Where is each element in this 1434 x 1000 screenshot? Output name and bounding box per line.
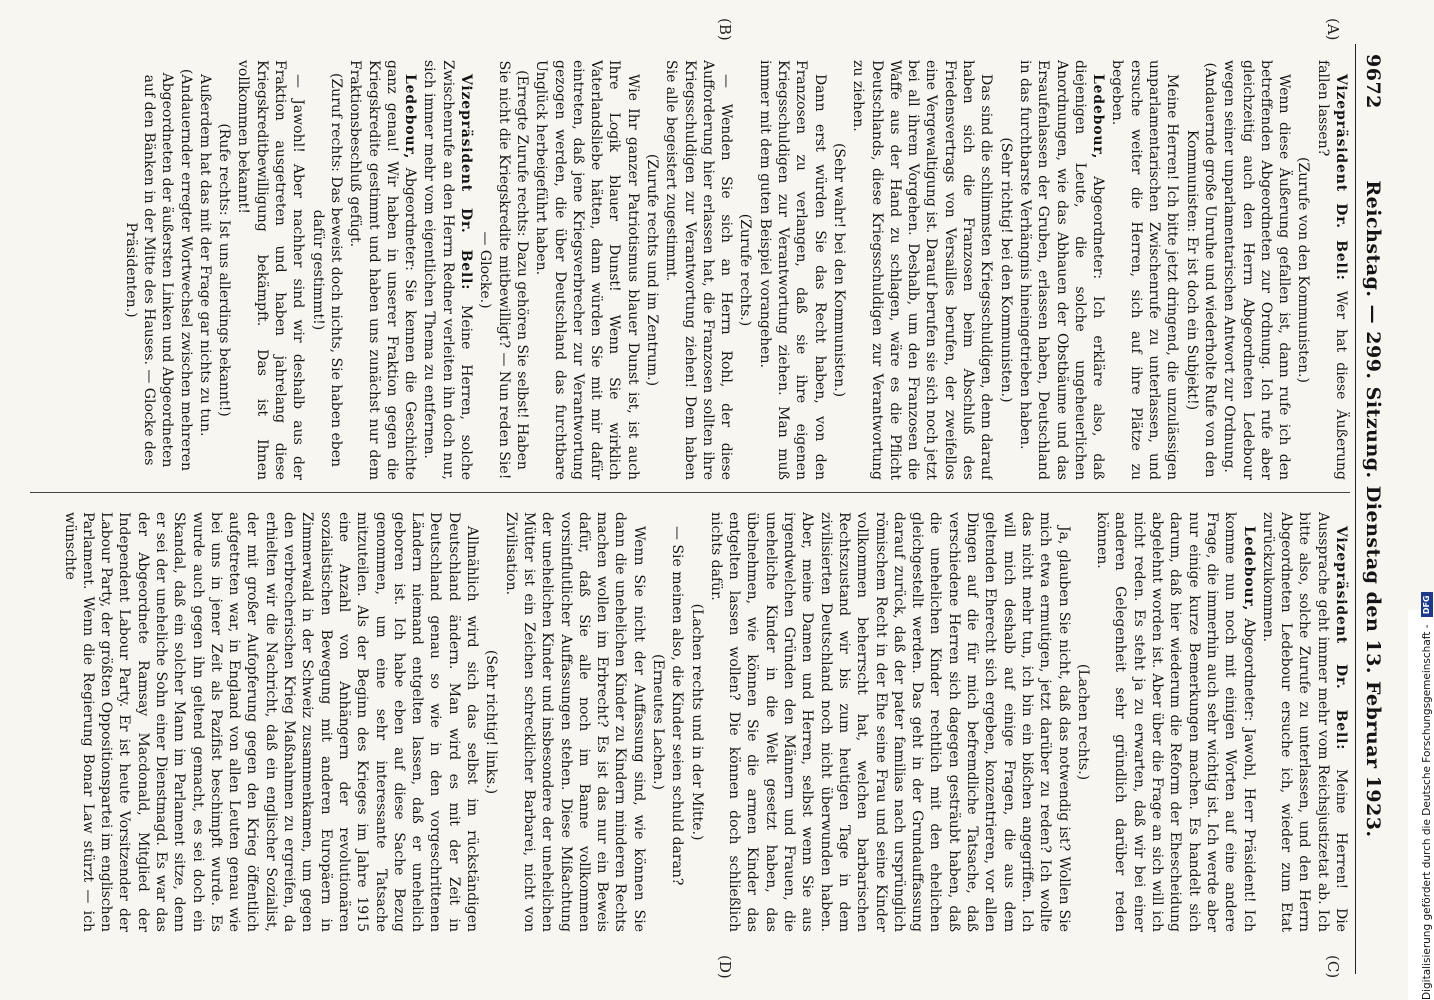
paragraph <box>234 60 307 480</box>
paragraph-text: Dann erst würden Sie das Recht haben, von den Franzosen zu verlangen, daß sie ihre eigenen Kriegsschuldigen zur Verantwortung ziehen. Man muß immer mit dem guten Beispiel vorangehen. <box>756 60 828 480</box>
speaker-name: Ledebour, <box>402 74 419 160</box>
paragraph: (Zuruf rechts: Das beweist doch nichts, Sie haben eben dafür gestimmt!) <box>309 72 344 467</box>
column-divider <box>30 492 1350 493</box>
page-number: 9672 <box>1362 54 1384 109</box>
paragraph <box>196 60 214 480</box>
paragraph-text: Das sind die schlimmsten Kriegsschuldigen, denn darauf haben sich die Franzosen beim Abschluß des Friedensvertrags von Versailles berufen, der zweifellos eine Vergewaltigung ist. Darauf berufen sie sich noch jetzt bei all ihrem Vorgehen. Deshalb, um den Franzosen die Waffe aus der Hand zu schlagen, wäre es die Pflicht Deutschlands, diese Kriegsschuldigen zur Verantwortung zu ziehen. <box>850 60 995 480</box>
paragraph: (Zurufe rechts.) <box>737 213 754 327</box>
paragraph <box>532 60 642 480</box>
paragraph-text: Meine Herren! Ich bitte jetzt dringend, die unzulässigen unparlamentarischen Zwischenrufe zu unterlassen, und ersuche weiter die Herren, sich auf ihre Plätze zu begeben. <box>1109 60 1181 480</box>
paragraph <box>1220 60 1293 480</box>
paragraph <box>668 512 686 932</box>
paragraph-text: Wenn Sie nicht der Auffassung sind, wie können Sie dann die unehelichen Kinder zu Kindern minderen Rechts machen wollen im Erbrecht? Es ist das nur ein Beweis dafür, daß Sie alle noch im Banne vollkommen vorsintflutlicher Auffassungen stehen. Diese Mißachtung der unehelichen Kinder und insbesondere der unehelichen Mütter ist ein Zeichen schrecklicher Barbarei, nicht von Zivilisation. <box>502 512 647 932</box>
paragraph: (Rufe rechts: Ist uns allerdings bekannt!) <box>216 123 233 417</box>
paragraph <box>1093 512 1258 932</box>
paragraph-text: — Jawohl! Aber nachher sind wir deshalb aus der Fraktion ausgetreten und haben jahrelang diese Kriegskreditbewilligung bekämpft. Das ist Ihnen vollkommen bekannt! <box>235 60 307 480</box>
credit-text: Digitalisierung gefördert durch die Deutsche Forschungsgemeinschaft - <box>1421 624 1433 1000</box>
paragraph <box>1016 60 1107 480</box>
paragraph <box>420 60 475 480</box>
paragraph-text: — Sie meinen also, die Kinder seien schuld daran? <box>669 526 686 886</box>
paragraph: (Sehr richtig! links.) <box>483 649 500 795</box>
speaker-name: Vizepräsident Dr. Bell: <box>1333 526 1349 751</box>
paragraph-text: Meine Herren, solche Zwischenrufe an den Herrn Redner verleiten ihn doch nur, sich immer mehr vom eigentlichen Thema zu entfernen. <box>421 60 475 480</box>
paragraph: (Erregte Zurufe rechts: Dazu gehören Sie selbst! Haben Sie nicht die Kriegskredite mitbewilligt? — Nun reden Sie! — Glocke.) <box>477 60 530 480</box>
paragraph-text: Abgeordneter: Sie kennen die Geschichte ganz genau! Wir haben in unserer Fraktion gegen die Kriegskredite gestimmt und haben uns zunächst nur dem Fraktionsbeschluß gefügt. <box>347 60 419 480</box>
paragraph: (Lachen rechts.) <box>1074 663 1091 781</box>
paragraph: (Sehr richtig! bei den Kommunisten.) <box>997 137 1014 403</box>
paragraph <box>1313 60 1350 480</box>
paragraph: (Zurufe von den Kommunisten.) <box>1295 157 1312 383</box>
paragraph-text: Wenn diese Äußerung gefallen ist, dann rufe ich den betreffenden Abgeordneten zur Ordnung. Ich rufe aber gleichzeitig auch den Herrn Abgeordneten Ledebour wegen seiner unparlamentarischen Antwort zur Ordnung. <box>1221 60 1293 480</box>
margin-letter-a: (A) <box>1324 18 1342 41</box>
paragraph-text: Wer hat diese Äußerung fallen lassen? <box>1314 60 1349 480</box>
left-text-column <box>30 60 1350 480</box>
dfg-logo: DFG <box>1421 592 1433 617</box>
paragraph <box>756 60 829 480</box>
paragraph <box>662 60 735 480</box>
margin-letter-c: (C) <box>1324 955 1342 979</box>
paragraph: (Sehr wahr! bei den Kommunisten.) <box>830 142 847 398</box>
right-text-column <box>30 512 1350 932</box>
paragraph <box>501 512 647 932</box>
paragraph: (Zurufe rechts und im Zentrum.) <box>644 153 661 387</box>
paragraph <box>1108 60 1181 480</box>
digitization-credit <box>1408 595 1434 1000</box>
paragraph-text: Allmählich wird sich das selbst im rückständigen Deutschland ändern. Man wird es mit der Zeit in Deutschland genau so wie in den vorgeschrittenen Ländern niemand entgelten lassen, daß er unehelich geboren ist. Ich habe eben auf diese Sache Bezug genommen, um eine sehr interessante Tatsache mitzuteilen. Als der Beginn des Krieges im Jahre 1915 eine Anzahl von Anhängern der revolutionären sozialistischen Bewegung mit anderen Europäern in Zimmerwald in der Schweiz zusammenkamen, um gegen den verbrecherischen Krieg Maßnahmen zu ergreifen, da erhielten wir die Nachricht, daß ein englischer Sozialist, der mit großer Aufopferung gegen den Krieg öffentlich aufgetreten war, in England von allen Leuten genau wie bei uns in jener Zeit als Pazifist beschimpft wurde. Es wurde auch gegen ihn geltend gemacht, es sei doch ein Skandal, daß ein solcher Mann im Parlament sitze, denn er sei der uneheliche Sohn einer Dienstmagd. Es war das der Abgeordnete Ramsay Macdonald, Mitglied der Independent Labour Party. Er ist heute Vorsitzender der Labour Party, der größten Oppositionspartei im englischen Parlament. Wenn die Regierung Bonar Law stürzt — ich wünschte <box>61 512 481 932</box>
paragraph-text: Außerdem hat das mit der Frage gar nichts zu tun. <box>196 74 213 437</box>
speaker-name: Ledebour, <box>1090 74 1107 160</box>
paragraph: (Lachen rechts und in der Mitte.) <box>688 603 705 841</box>
paragraph: (Erneutes Lachen.) <box>650 654 667 790</box>
paragraph: (Andauernde große Unruhe und wiederholte Rufe von den Kommunisten: Er ist doch ein Subjekt!) <box>1183 62 1218 478</box>
paragraph: (Andauernder erregter Wortwechsel zwischen mehreren Abgeordneten der äußersten Linken und Abgeordneten auf den Bänken in der Mitte des Hauses. — Glocke des Präsidenten.) <box>122 68 194 472</box>
paragraph-text: Wie Ihr ganzer Patriotismus blauer Dunst ist, ist auch Ihre Logik blauer Dunst! Wenn Sie wirklich Vaterlandsliebe hätten, dann würden Sie mit mir dafür eintreten, daß jene Kriegsverbrecher zur Verantwortung gezogen werden, die über Deutschland das furchtbare Unglück herbeigeführt haben. <box>533 60 641 480</box>
margin-letter-d: (D) <box>716 955 734 979</box>
paragraph-text: Ja, glauben Sie nicht, daß das notwendig ist? Wollen Sie mich etwa ermutigen, jetzt darüber zu reden? Ich wollte das nicht mehr tun, ich bin ein bißchen angegriffen. Ich will mich deshalb auf einige Fragen, die aus dem geltenden Eherecht sich ergeben, konzentrieren, vor allen Dingen auf die für mich befremdliche Tatsache, daß verschiedene Herren sich dagegen gesträubt haben, daß die unehelichen Kinder rechtlich mit den ehelichen gleichgestellt werden. Das geht in der Grundauffassung darauf zurück, daß der pater familias nach ursprünglich römischem Recht in der Ehe seine Frau und seine Kinder vollkommen beherrscht hat, welchen barbarischen Rechtszustand wir bis zum heutigen Tage in dem zivilisierten Deutschland noch nicht überwunden haben. Aber, meine Damen und Herren, selbst wenn Sie aus irgendwelchen Gründen den Männern und Frauen, die uneheliche Kinder in die Welt gesetzt haben, das übelnehmen, wie können Sie die armen Kinder das entgelten lassen wollen? Die können doch schließlich nichts dafür. <box>707 512 1072 932</box>
paragraph <box>1259 512 1350 932</box>
paragraph-text: — Wenden Sie sich an Herrn Rohl, der diese Aufforderung hier erlassen hat, die Franzosen sollten ihre Kriegsschuldigen zur Verantwortung ziehen! Dem haben Sie alle begeistert zugestimmt. <box>663 60 735 480</box>
paragraph-text: Meine Herren! Die Aussprache geht immer mehr vom Reichsjustizetat ab. Ich bitte also, solche Zurufe zu unterlassen, und den Herrn Abgeordneten Ledebour ersuche ich, wieder zum Etat zurückzukommen. <box>1259 512 1349 932</box>
paragraph-text: Abgeordneter: Ich erkläre also, daß diejenigen Leute, die solche ungeheuerlichen Anordnungen, wie das Abhauen der Obstbäume und das Ersaufenlassen der Gruben, erlassen haben, Deutschland in das furchtbarste Verhängnis hineingetrieben haben. <box>1016 60 1107 480</box>
paragraph <box>849 60 995 480</box>
page-header <box>1355 44 1386 974</box>
speaker-name: Vizepräsident Dr. Bell: <box>1333 74 1349 281</box>
page-title: Reichstag. — 299. Sitzung. Dienstag den 13. Februar 1923. <box>1362 180 1384 838</box>
paragraph <box>346 60 419 480</box>
speaker-name: Vizepräsident Dr. Bell: <box>458 74 475 291</box>
paragraph-text: Abgeordneter: Jawohl, Herr Präsident! Ich komme nun noch mit einigen Worten auf eine andere Frage, die immerhin auch sehr wichtig ist. Ich werde aber nur einige kurze Bemerkungen machen. Es handelt sich darum, daß hier wiederum die Reform der Ehescheidung abgelehnt worden ist. Aber über die Frage an sich will ich nicht reden. Es steht ja zu erwarten, daß wir bei einer anderen Gelegenheit sehr gründlich darüber reden können. <box>1094 512 1257 932</box>
paragraph <box>707 512 1073 932</box>
paragraph <box>60 512 481 932</box>
margin-letter-b: (B) <box>716 18 734 41</box>
speaker-name: Ledebour, <box>1240 526 1257 612</box>
